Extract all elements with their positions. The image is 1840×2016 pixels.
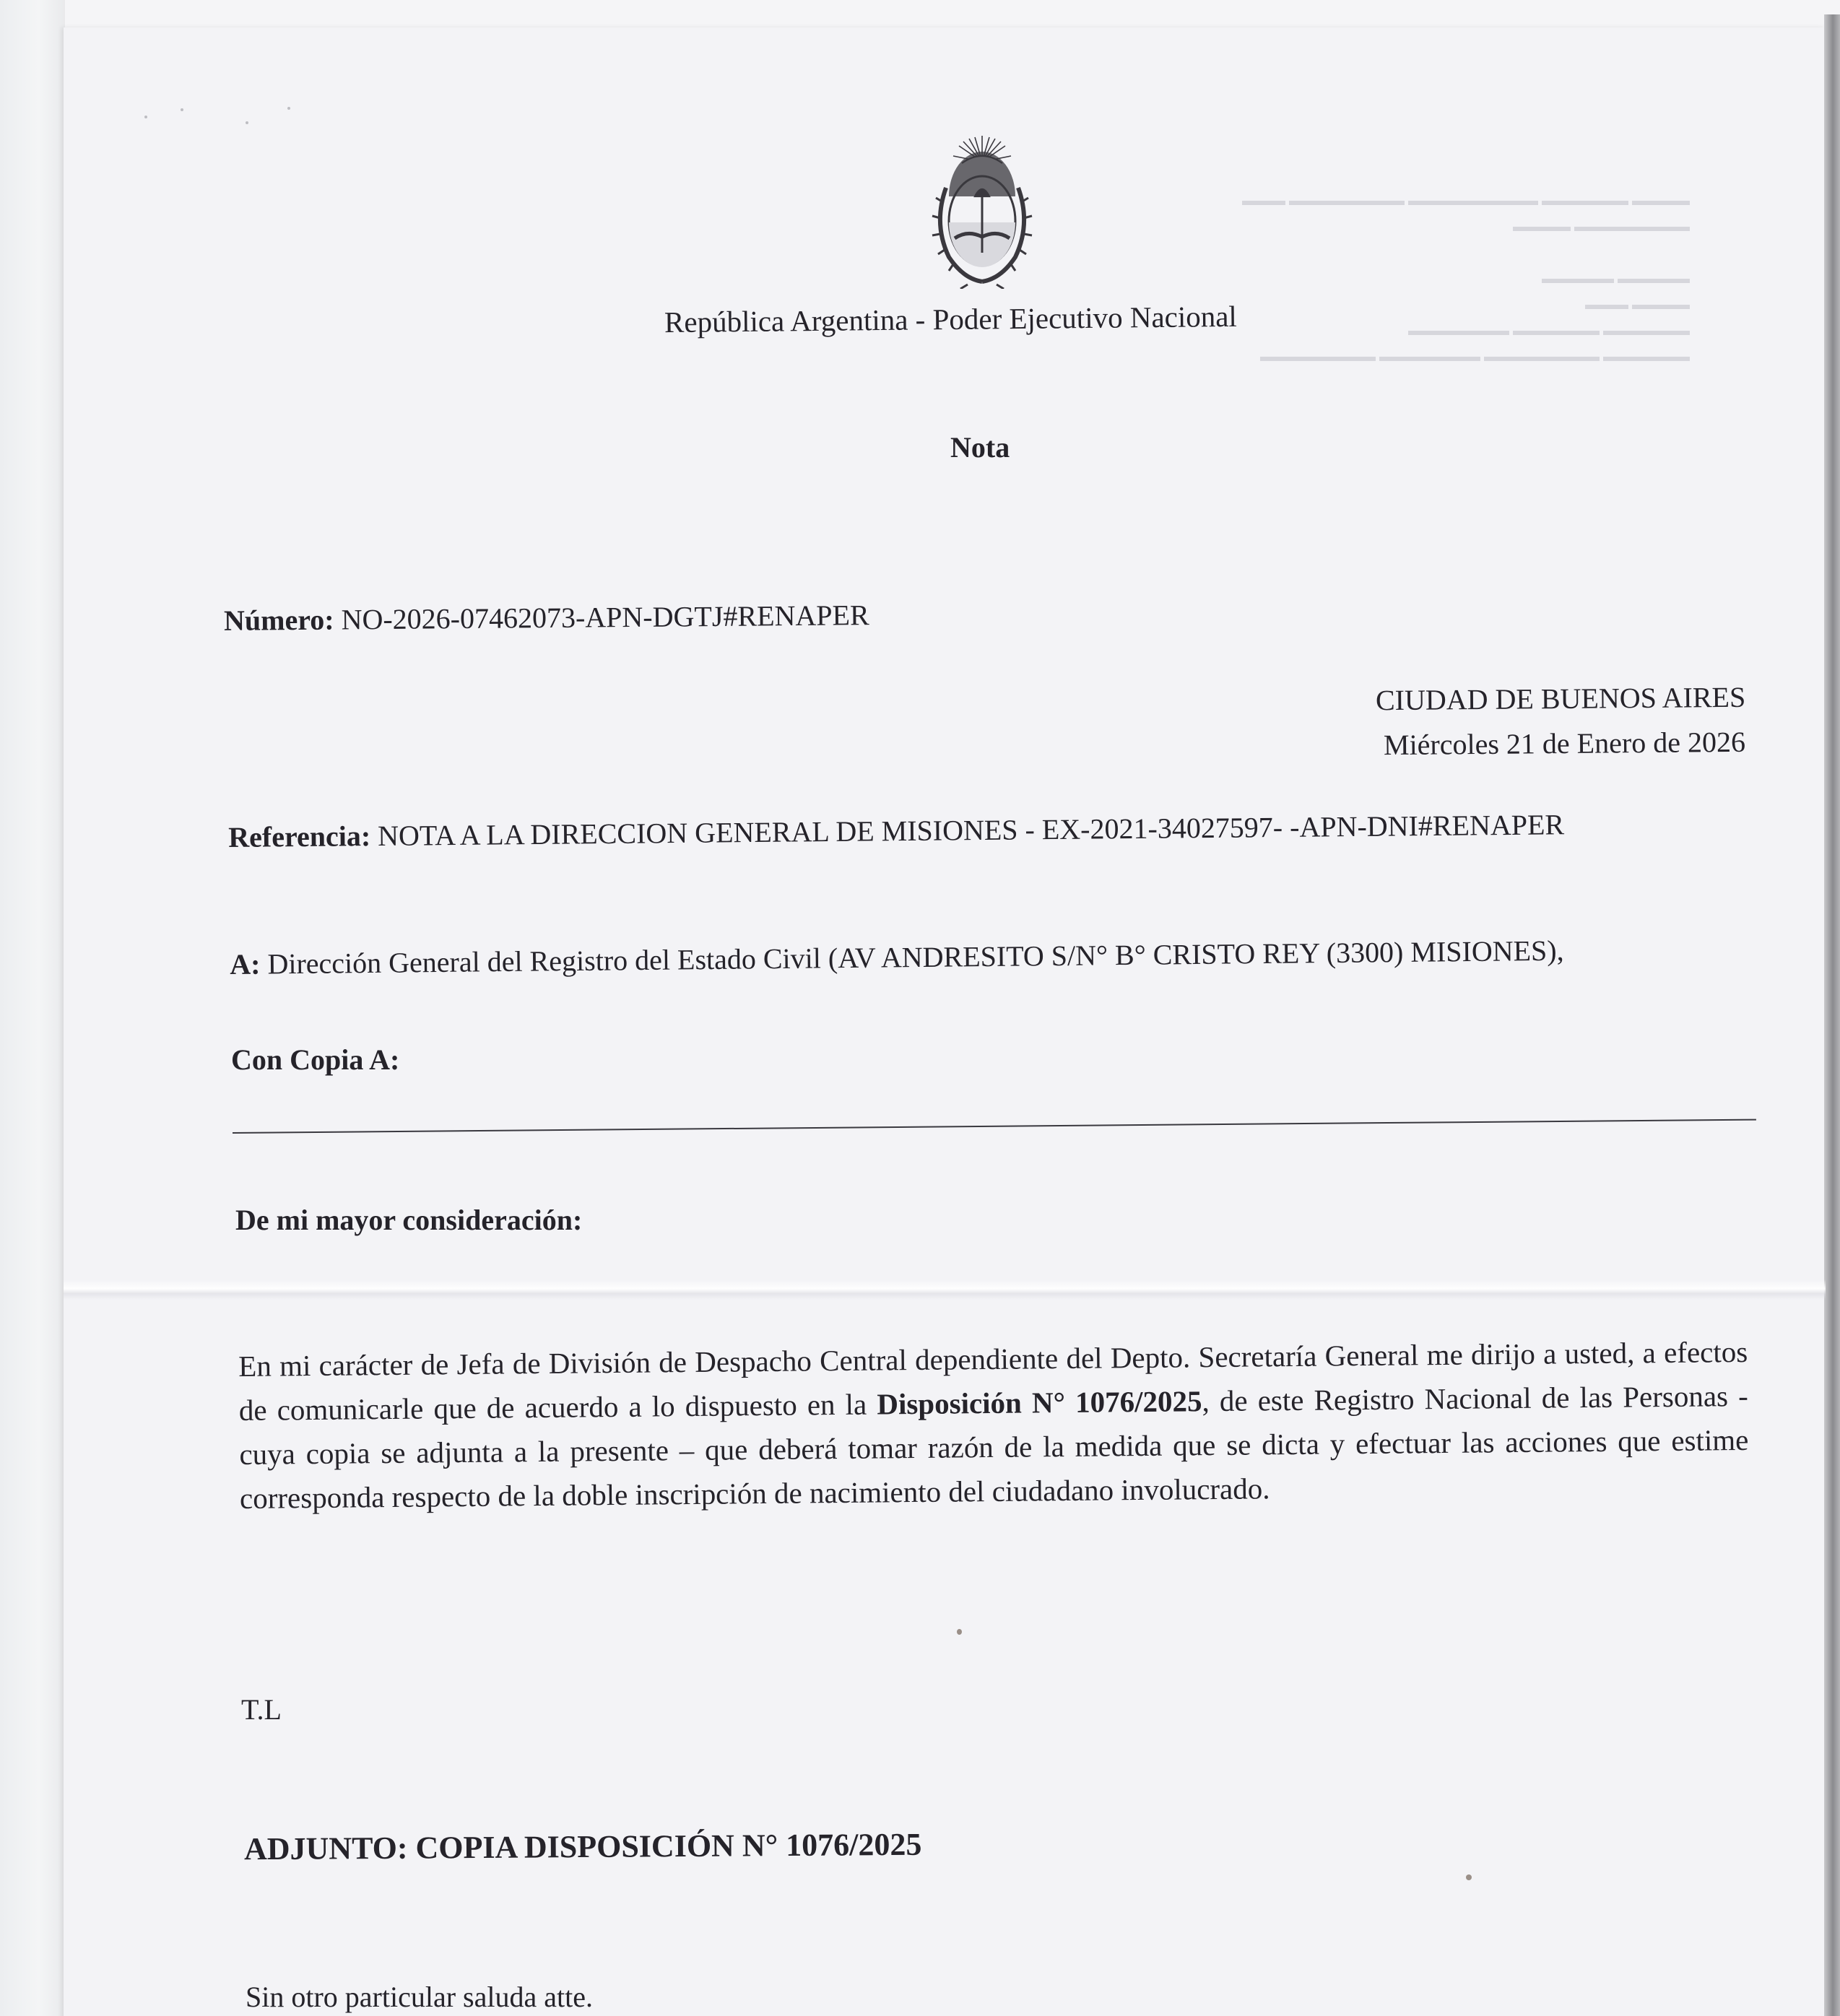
scan-speck xyxy=(957,1629,962,1635)
scan-speck xyxy=(1466,1874,1472,1880)
numero-label: Número: xyxy=(223,603,334,637)
body-text-part2: , de este Registro Nacional de las Personas - cuya copia se adjunta a la presente – que deberá tomar razón de la medida que se dicta y efectuar las acciones que estime corresponda respecto de la doble inscripción de nacimiento del ciudadano involucrado. xyxy=(239,1378,1749,1515)
bleed-through-texture: ▬▬▬▬ ▬▬▬▬▬▬ ▬▬▬▬▬▬▬▬▬ ▬▬▬▬▬▬▬▬ ▬▬▬ ▬▬▬▬▬▬▬▬ ▬▬▬▬ ▬▬▬▬▬ ▬▬▬▬▬ ▬▬▬▬ ▬▬▬ ▬▬▬▬▬▬ ▬▬▬▬▬▬ ▬▬▬▬▬▬▬ ▬▬▬▬▬▬ ▬▬▬▬▬▬▬▬ ▬▬▬▬▬▬▬ ▬▬▬▬▬▬▬▬ xyxy=(1242,193,1690,365)
cc-label: Con Copia A: xyxy=(231,1043,400,1076)
coat-of-arms-icon xyxy=(917,130,1047,289)
scanner-left-margin xyxy=(0,0,65,2016)
recipient-value: Dirección General del Registro del Estado Civil (AV ANDRESITO S/N° B° CRISTO REY (3300) MISIONES), xyxy=(267,934,1564,981)
referencia-value: NOTA A LA DIRECCION GENERAL DE MISIONES - EX-2021-34027597- -APN-DNI#RENAPER xyxy=(377,808,1565,853)
scan-speck xyxy=(287,107,290,110)
body-text-part1: En mi carácter de Jefa de División de Despacho Central dependiente del Depto. Secretaría General me dirijo a usted, a efectos de comunicarle que de acuerdo a lo dispuesto en la xyxy=(238,1334,1748,1427)
closing-line: Sin otro particular saluda atte. xyxy=(246,1981,593,2013)
scan-speck xyxy=(246,121,248,124)
government-header: República Argentina - Poder Ejecutivo Nacional xyxy=(664,299,1238,339)
attachment-note: ADJUNTO: COPIA DISPOSICIÓN N° 1076/2025 xyxy=(243,1826,922,1867)
initials: T.L xyxy=(241,1693,282,1726)
scan-speck xyxy=(144,116,147,118)
referencia-label: Referencia: xyxy=(228,820,371,853)
paper-fold-line xyxy=(64,1279,1826,1300)
scan-speck xyxy=(181,108,183,111)
body-disposition-ref: Disposición N° 1076/2025 xyxy=(877,1384,1202,1421)
document-type-title: Nota xyxy=(950,431,1010,464)
numero-value: NO-2026-07462073-APN-DGTJ#RENAPER xyxy=(341,599,869,636)
salutation: De mi mayor consideración: xyxy=(235,1204,583,1236)
issue-city: CIUDAD DE BUENOS AIRES xyxy=(1375,680,1746,717)
document-number-line xyxy=(224,598,869,638)
scanner-right-edge xyxy=(1824,14,1840,2016)
issue-date: Miércoles 21 de Enero de 2026 xyxy=(1383,725,1746,762)
body-paragraph xyxy=(238,1330,1749,1521)
recipient-label: A: xyxy=(230,947,261,981)
